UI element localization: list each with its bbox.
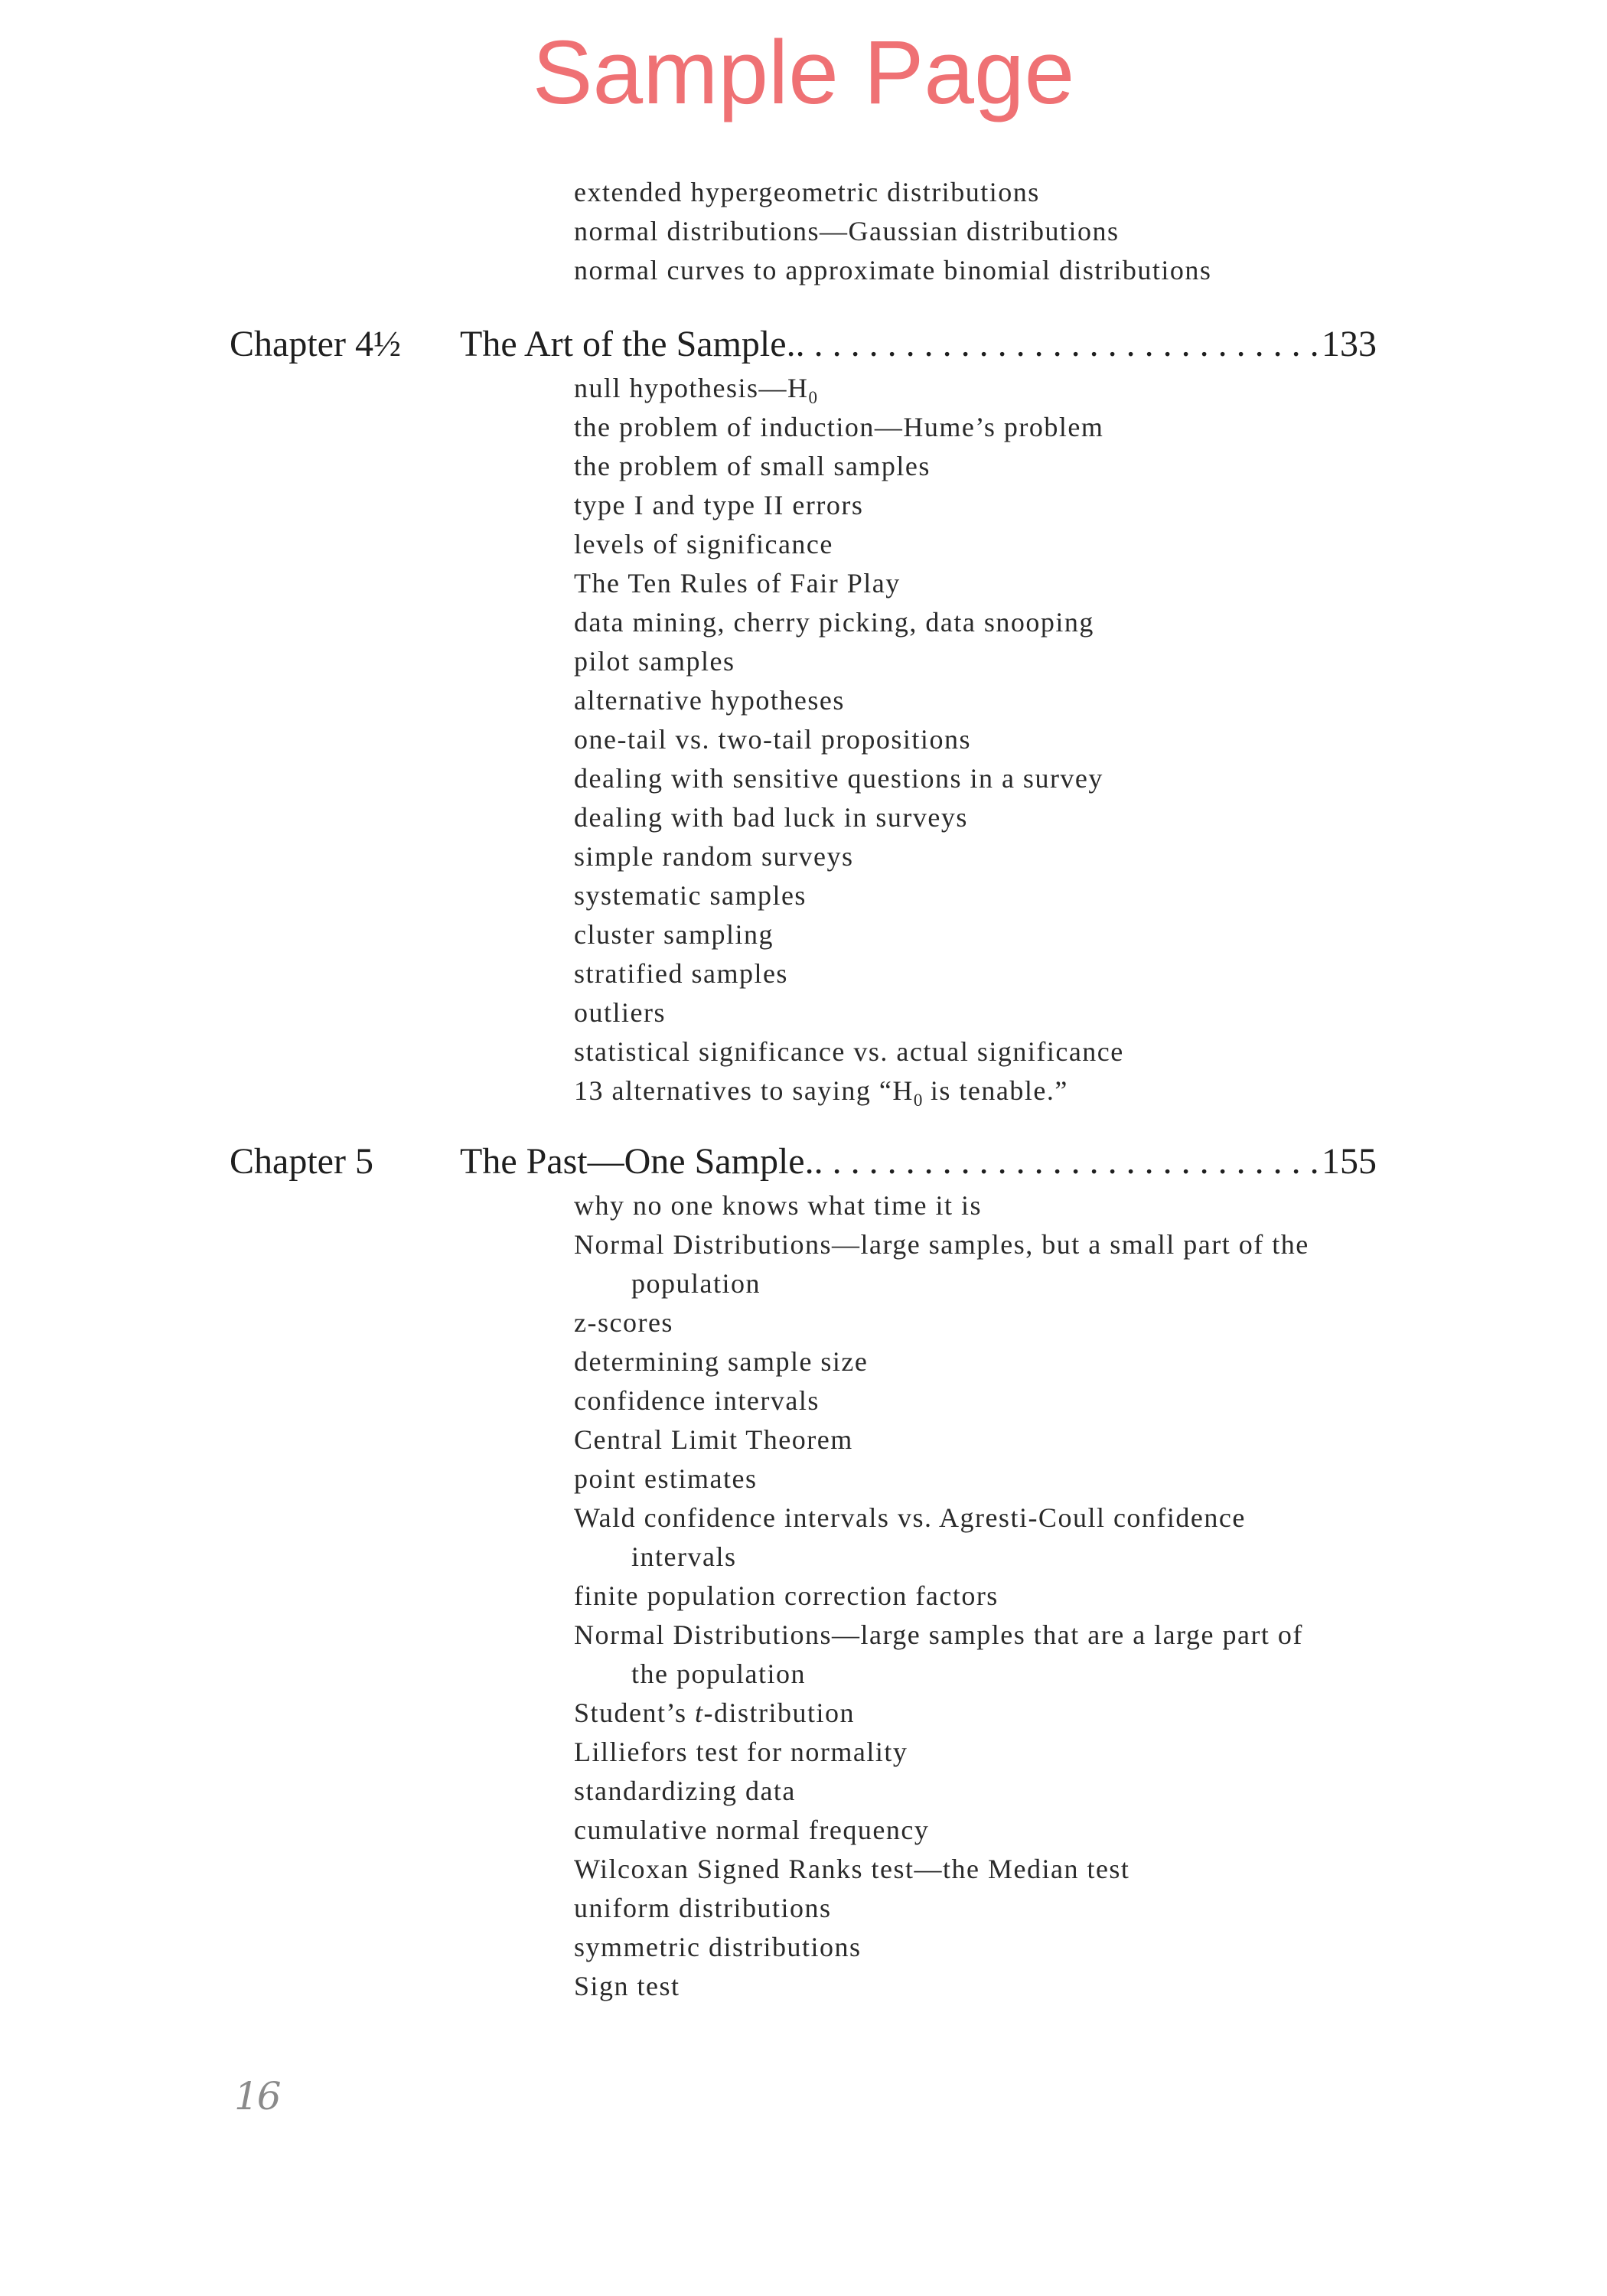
topic-item: simple random surveys <box>574 841 854 872</box>
sample-page-watermark: Sample Page <box>532 22 1075 123</box>
topic-item: why no one knows what time it is <box>574 1190 982 1221</box>
topic-item: outliers <box>574 997 666 1028</box>
topic-item: Student’s t-distribution <box>574 1698 856 1728</box>
chapter-page-number: 155 <box>1322 1141 1377 1182</box>
topic-item-continuation: intervals <box>631 1541 737 1572</box>
topic-item: systematic samples <box>574 880 807 911</box>
topic-item-continuation: population <box>631 1268 761 1299</box>
topic-item: normal curves to approximate binomial distributions <box>574 255 1212 285</box>
dot-leader <box>814 1137 1319 1186</box>
topic-item: Normal Distributions—large samples, but a small part of the <box>574 1229 1309 1260</box>
topic-item: dealing with bad luck in surveys <box>574 802 968 833</box>
dot-leader <box>796 320 1319 369</box>
topic-item: cumulative normal frequency <box>574 1815 930 1845</box>
italic-t: t <box>695 1698 704 1728</box>
topic-item: extended hypergeometric distributions <box>574 177 1040 207</box>
chapter-page-number: 133 <box>1322 324 1377 364</box>
topic-item: type I and type II errors <box>574 490 864 520</box>
topic-item: statistical significance vs. actual significance <box>574 1036 1124 1067</box>
topic-item: Lilliefors test for normality <box>574 1737 908 1767</box>
chapter-title-line <box>460 1137 1377 1186</box>
topic-item: cluster sampling <box>574 919 774 950</box>
chapter-topic-list <box>574 1186 1607 2006</box>
topic-item: finite population correction factors <box>574 1580 999 1611</box>
topic-item: alternative hypotheses <box>574 685 845 716</box>
topic-item: dealing with sensitive questions in a survey <box>574 763 1103 794</box>
topic-item: levels of significance <box>574 529 833 559</box>
chapter-title: The Art of the Sample. <box>460 324 796 364</box>
topic-item: one-tail vs. two-tail propositions <box>574 724 971 755</box>
topic-item: Wald confidence intervals vs. Agresti-Coull confidence <box>574 1502 1246 1533</box>
topic-item: standardizing data <box>574 1776 796 1806</box>
subscript: 0 <box>913 1091 923 1110</box>
chapter-label: Chapter 4½ <box>230 324 401 364</box>
topic-item-continuation: the population <box>631 1658 806 1689</box>
topic-item: point estimates <box>574 1463 758 1494</box>
topic-item: the problem of small samples <box>574 451 931 481</box>
topic-item: pilot samples <box>574 646 735 677</box>
topic-item: stratified samples <box>574 958 788 989</box>
chapter-title: The Past—One Sample. <box>460 1141 814 1182</box>
chapter-entry-4-half <box>0 320 1607 1110</box>
topic-item: the problem of induction—Hume’s problem <box>574 412 1104 442</box>
topic-item: confidence intervals <box>574 1385 820 1416</box>
previous-chapter-topic-list <box>574 173 1211 290</box>
topic-item: The Ten Rules of Fair Play <box>574 568 901 598</box>
topic-item: Central Limit Theorem <box>574 1424 853 1455</box>
chapter-label: Chapter 5 <box>230 1141 373 1182</box>
topic-item: Wilcoxan Signed Ranks test—the Median test <box>574 1854 1130 1884</box>
chapter-title-line <box>460 320 1377 369</box>
chapter-topic-list <box>574 369 1607 1110</box>
topic-item: data mining, cherry picking, data snooping <box>574 607 1094 638</box>
chapter-entry-5 <box>0 1137 1607 2006</box>
topic-item: 13 alternatives to saying “$H_0$ is tenable.” <box>574 1075 1068 1110</box>
chapter-heading <box>0 1137 1607 1186</box>
topic-item: z-scores <box>574 1307 673 1338</box>
topic-item: symmetric distributions <box>574 1932 862 1962</box>
topic-item: normal distributions—Gaussian distributions <box>574 216 1120 246</box>
topic-item: uniform distributions <box>574 1893 832 1923</box>
topic-item: null $hypothesis—H_0$ <box>574 373 818 407</box>
topic-item: determining sample size <box>574 1346 869 1377</box>
topic-item: Normal Distributions—large samples that are a large part of <box>574 1619 1303 1650</box>
subscript: 0 <box>808 388 818 407</box>
chapter-heading <box>0 320 1607 369</box>
topic-item: Sign test <box>574 1971 680 2001</box>
page-number: 16 <box>234 2074 280 2118</box>
